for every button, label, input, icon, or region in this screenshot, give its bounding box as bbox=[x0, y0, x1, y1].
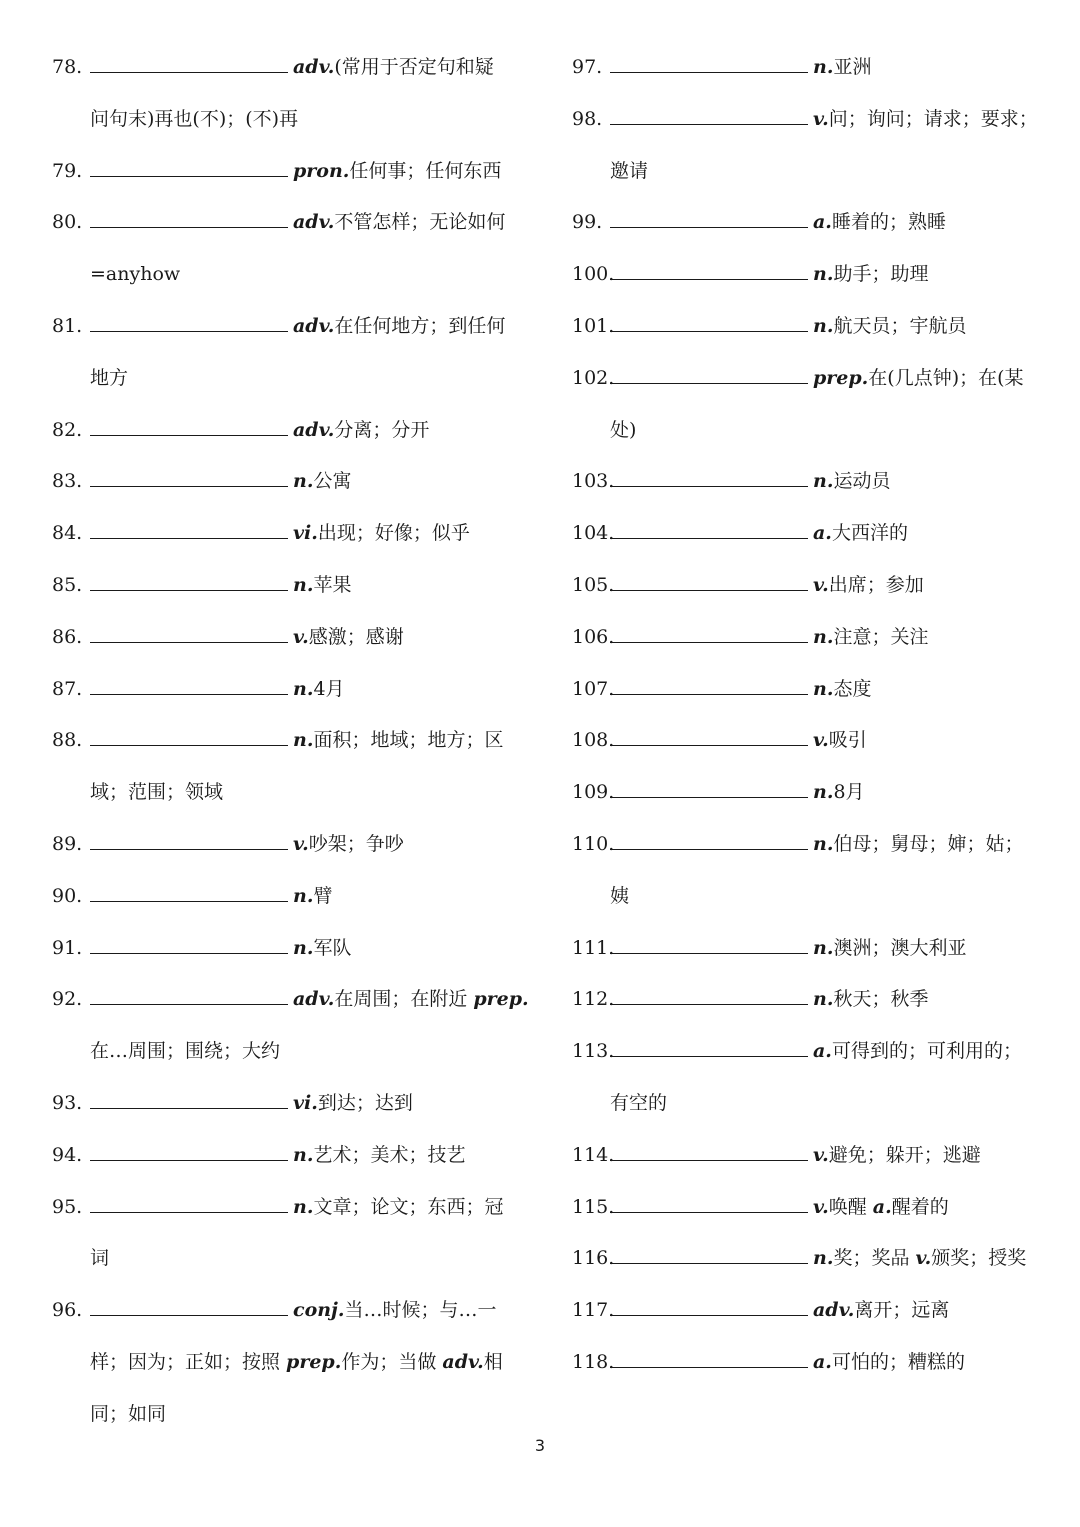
answer-blank[interactable] bbox=[90, 984, 288, 1005]
vocab-entry-111 bbox=[572, 923, 1042, 975]
definition-continued: 在…周围；围绕；大约 bbox=[90, 1040, 281, 1063]
vocab-entry-118 bbox=[572, 1337, 1042, 1389]
definition: 4月 bbox=[313, 677, 345, 700]
definition: 不管怎样；无论如何 bbox=[334, 211, 506, 234]
vocab-entry-88 bbox=[52, 715, 512, 819]
part-of-speech: n. bbox=[813, 263, 834, 286]
definition: 澳洲；澳大利亚 bbox=[833, 936, 967, 959]
entry-number: 117. bbox=[572, 1299, 615, 1322]
vocab-entry-113 bbox=[572, 1026, 1042, 1130]
definition: 出现；好像；似乎 bbox=[317, 522, 470, 545]
definition-continued bbox=[52, 1337, 512, 1389]
part-of-speech: v. bbox=[915, 1247, 932, 1270]
vocab-entry-90 bbox=[52, 871, 512, 923]
definition: 大西洋的 bbox=[831, 522, 908, 545]
definition: 在任何地方；到任何 bbox=[334, 314, 506, 337]
definition: 8月 bbox=[833, 781, 865, 804]
entry-number: 99. bbox=[572, 211, 603, 234]
vocab-entry-97 bbox=[572, 42, 1042, 94]
vocab-entry-105 bbox=[572, 560, 1042, 612]
vocab-entry-84 bbox=[52, 508, 512, 560]
part-of-speech: n. bbox=[293, 936, 314, 959]
definition: (常用于否定句和疑 bbox=[334, 56, 494, 78]
definition: 吵架；争吵 bbox=[308, 832, 404, 855]
definition-continued: 邀请 bbox=[610, 159, 649, 182]
definition: 航天员；宇航员 bbox=[833, 314, 967, 337]
answer-blank[interactable] bbox=[610, 104, 808, 125]
vocab-entry-98 bbox=[572, 94, 1042, 198]
vocab-entry-82 bbox=[52, 405, 512, 457]
part-of-speech: prep. bbox=[813, 366, 869, 389]
answer-blank[interactable] bbox=[610, 777, 808, 798]
answer-blank[interactable] bbox=[610, 207, 808, 228]
definition: 到达；达到 bbox=[317, 1091, 413, 1114]
answer-blank[interactable] bbox=[90, 415, 288, 436]
part-of-speech: n. bbox=[293, 884, 314, 907]
definition: 臂 bbox=[313, 884, 333, 907]
answer-blank[interactable] bbox=[610, 363, 808, 384]
answer-blank[interactable] bbox=[90, 156, 288, 177]
entry-number: 100. bbox=[572, 263, 615, 286]
vocab-entry-95 bbox=[52, 1182, 512, 1286]
entry-number: 80. bbox=[52, 211, 83, 234]
definition: 秋天；秋季 bbox=[833, 988, 929, 1011]
definition: 在(几点钟)；在(某 bbox=[868, 366, 1024, 389]
answer-blank[interactable] bbox=[610, 518, 808, 539]
vocab-entry-107 bbox=[572, 664, 1042, 716]
definition-continued: 问句末)再也(不)；(不)再 bbox=[90, 107, 299, 130]
part-of-speech: v. bbox=[813, 1143, 829, 1166]
answer-blank[interactable] bbox=[90, 881, 288, 902]
entry-number: 111. bbox=[572, 936, 615, 959]
definition: 助手；助理 bbox=[833, 263, 929, 286]
entry-number: 112. bbox=[572, 988, 615, 1011]
definition: 运动员 bbox=[833, 470, 891, 493]
definition: 分离；分开 bbox=[334, 418, 430, 441]
definition: 吸引 bbox=[828, 729, 867, 752]
vocab-entry-92 bbox=[52, 974, 529, 1078]
part-of-speech: pron. bbox=[293, 159, 350, 182]
entry-number: 94. bbox=[52, 1143, 83, 1166]
entry-number: 115. bbox=[572, 1195, 615, 1218]
answer-blank[interactable] bbox=[90, 311, 288, 332]
definition: 注意；关注 bbox=[833, 625, 929, 648]
entry-number: 114. bbox=[572, 1143, 615, 1166]
part-of-speech: a. bbox=[813, 211, 832, 234]
entry-number: 87. bbox=[52, 677, 83, 700]
part-of-speech: n. bbox=[813, 470, 834, 493]
definition-continued: 同；如同 bbox=[90, 1402, 167, 1425]
right-column bbox=[572, 42, 1042, 1389]
definition: 睡着的；熟睡 bbox=[831, 211, 946, 234]
definition: 问；询问；请求；要求； bbox=[828, 107, 1038, 130]
part-of-speech: a. bbox=[872, 1195, 892, 1218]
entry-number: 86. bbox=[52, 625, 83, 648]
answer-blank[interactable] bbox=[610, 622, 808, 643]
part-of-speech: n. bbox=[813, 1247, 834, 1270]
entry-number: 84. bbox=[52, 522, 83, 545]
entry-number: 88. bbox=[52, 729, 83, 752]
vocab-entry-85 bbox=[52, 560, 512, 612]
entry-number: 103. bbox=[572, 470, 615, 493]
answer-blank[interactable] bbox=[610, 1140, 808, 1161]
part-of-speech: n. bbox=[293, 470, 314, 493]
answer-blank[interactable] bbox=[610, 52, 808, 73]
answer-blank[interactable] bbox=[610, 1347, 808, 1368]
answer-blank[interactable] bbox=[610, 1036, 808, 1057]
answer-blank[interactable] bbox=[610, 725, 808, 746]
definition-continued: 地方 bbox=[90, 366, 129, 389]
answer-blank[interactable] bbox=[90, 466, 288, 487]
entry-number: 90. bbox=[52, 884, 83, 907]
part-of-speech: v. bbox=[293, 625, 309, 648]
part-of-speech: a. bbox=[813, 522, 832, 545]
definition: 任何事；任何东西 bbox=[349, 159, 502, 182]
definition: 醒着的 bbox=[891, 1195, 949, 1218]
part-of-speech: conj. bbox=[293, 1299, 345, 1322]
part-of-speech: n. bbox=[813, 314, 834, 337]
part-of-speech: n. bbox=[813, 677, 834, 700]
definition: 可得到的；可利用的； bbox=[831, 1040, 1022, 1063]
part-of-speech: vi. bbox=[293, 522, 318, 545]
answer-blank[interactable] bbox=[90, 933, 288, 954]
vocab-entry-86 bbox=[52, 612, 512, 664]
left-column bbox=[52, 42, 529, 1441]
definition: 样；因为；正如；按照 bbox=[90, 1350, 287, 1373]
answer-blank[interactable] bbox=[90, 52, 288, 73]
answer-blank[interactable] bbox=[610, 674, 808, 695]
part-of-speech: v. bbox=[293, 832, 309, 855]
vocab-entry-79 bbox=[52, 146, 512, 198]
definition: 苹果 bbox=[313, 573, 352, 596]
part-of-speech: n. bbox=[293, 573, 314, 596]
vocab-entry-101 bbox=[572, 301, 1042, 353]
part-of-speech: v. bbox=[813, 1195, 829, 1218]
answer-blank[interactable] bbox=[90, 518, 288, 539]
part-of-speech: n. bbox=[813, 832, 834, 855]
entry-number: 96. bbox=[52, 1299, 83, 1322]
definition: 伯母；舅母；婶；姑； bbox=[833, 832, 1024, 855]
part-of-speech: adv. bbox=[442, 1350, 484, 1373]
part-of-speech: adv. bbox=[293, 314, 335, 337]
definition: 相 bbox=[483, 1350, 503, 1373]
part-of-speech: n. bbox=[293, 1195, 314, 1218]
answer-blank[interactable] bbox=[90, 1088, 288, 1109]
entry-number: 82. bbox=[52, 418, 83, 441]
vocab-entry-117 bbox=[572, 1285, 1042, 1337]
entry-number: 83. bbox=[52, 470, 83, 493]
definition: 奖；奖品 bbox=[833, 1247, 916, 1270]
page-number: 3 bbox=[534, 1436, 546, 1455]
definition: 军队 bbox=[313, 936, 352, 959]
answer-blank[interactable] bbox=[90, 1140, 288, 1161]
entry-number: 98. bbox=[572, 107, 603, 130]
part-of-speech: prep. bbox=[473, 988, 529, 1011]
vocab-entry-87 bbox=[52, 664, 512, 716]
vocab-entry-116 bbox=[572, 1233, 1042, 1285]
vocab-entry-78 bbox=[52, 42, 512, 146]
vocab-entry-106 bbox=[572, 612, 1042, 664]
part-of-speech: n. bbox=[293, 677, 314, 700]
definition: 在周围；在附近 bbox=[334, 988, 474, 1011]
part-of-speech: n. bbox=[813, 936, 834, 959]
answer-blank[interactable] bbox=[90, 207, 288, 228]
part-of-speech: a. bbox=[813, 1040, 832, 1063]
definition-continued: =anyhow bbox=[90, 263, 181, 286]
vocab-entry-96 bbox=[52, 1285, 512, 1440]
vocab-entry-104 bbox=[572, 508, 1042, 560]
part-of-speech: v. bbox=[813, 573, 829, 596]
definition-continued: 处) bbox=[610, 418, 637, 441]
definition: 出席；参加 bbox=[828, 573, 924, 596]
part-of-speech: adv. bbox=[293, 56, 335, 78]
part-of-speech: n. bbox=[813, 781, 834, 804]
answer-blank[interactable] bbox=[90, 1192, 288, 1213]
vocab-entry-93 bbox=[52, 1078, 512, 1130]
definition: 可怕的；糟糕的 bbox=[831, 1350, 965, 1373]
definition-continued: 姨 bbox=[610, 884, 630, 907]
answer-blank[interactable] bbox=[610, 466, 808, 487]
entry-number: 105. bbox=[572, 573, 615, 596]
answer-blank[interactable] bbox=[610, 1295, 808, 1316]
part-of-speech: n. bbox=[813, 56, 834, 78]
entry-number: 91. bbox=[52, 936, 83, 959]
vocab-entry-80 bbox=[52, 197, 512, 301]
entry-number: 109. bbox=[572, 781, 615, 804]
definition: 面积；地域；地方；区 bbox=[313, 729, 504, 752]
entry-number: 116. bbox=[572, 1247, 615, 1270]
answer-blank[interactable] bbox=[610, 259, 808, 280]
definition: 唤醒 bbox=[828, 1195, 873, 1218]
definition-continued: 域；范围；领域 bbox=[90, 781, 224, 804]
entry-number: 85. bbox=[52, 573, 83, 596]
entry-number: 107. bbox=[572, 677, 615, 700]
part-of-speech: adv. bbox=[293, 211, 335, 234]
definition: 感激；感谢 bbox=[308, 625, 404, 648]
definition: 当…时候；与…一 bbox=[344, 1299, 497, 1322]
entry-number: 102. bbox=[572, 366, 615, 389]
entry-number: 92. bbox=[52, 988, 83, 1011]
vocab-entry-81 bbox=[52, 301, 512, 405]
answer-blank[interactable] bbox=[610, 984, 808, 1005]
vocab-entry-114 bbox=[572, 1130, 1042, 1182]
definition: 颁奖；授奖 bbox=[931, 1247, 1027, 1270]
vocab-entry-103 bbox=[572, 456, 1042, 508]
part-of-speech: adv. bbox=[813, 1299, 855, 1322]
entry-number: 78. bbox=[52, 56, 83, 78]
vocab-entry-100 bbox=[572, 249, 1042, 301]
part-of-speech: a. bbox=[813, 1350, 832, 1373]
part-of-speech: n. bbox=[813, 988, 834, 1011]
answer-blank[interactable] bbox=[610, 933, 808, 954]
entry-number: 101. bbox=[572, 314, 615, 337]
answer-blank[interactable] bbox=[90, 570, 288, 591]
answer-blank[interactable] bbox=[610, 311, 808, 332]
part-of-speech: adv. bbox=[293, 988, 335, 1011]
entry-number: 81. bbox=[52, 314, 83, 337]
vocab-entry-91 bbox=[52, 923, 512, 975]
answer-blank[interactable] bbox=[610, 1243, 808, 1264]
answer-blank[interactable] bbox=[90, 674, 288, 695]
answer-blank[interactable] bbox=[90, 725, 288, 746]
part-of-speech: v. bbox=[813, 107, 829, 130]
answer-blank[interactable] bbox=[90, 622, 288, 643]
vocab-entry-109 bbox=[572, 767, 1042, 819]
vocab-entry-108 bbox=[572, 715, 1042, 767]
vocab-entry-99 bbox=[572, 197, 1042, 249]
part-of-speech: v. bbox=[813, 729, 829, 752]
definition: 避免；躲开；逃避 bbox=[828, 1143, 981, 1166]
part-of-speech: n. bbox=[813, 625, 834, 648]
entry-number: 93. bbox=[52, 1091, 83, 1114]
vocab-entry-83 bbox=[52, 456, 512, 508]
vocab-entry-110 bbox=[572, 819, 1042, 923]
answer-blank[interactable] bbox=[610, 570, 808, 591]
definition: 态度 bbox=[833, 677, 872, 700]
entry-number: 118. bbox=[572, 1350, 615, 1373]
part-of-speech: adv. bbox=[293, 418, 335, 441]
entry-number: 104. bbox=[572, 522, 615, 545]
vocab-entry-89 bbox=[52, 819, 512, 871]
vocab-entry-112 bbox=[572, 974, 1042, 1026]
entry-number: 89. bbox=[52, 832, 83, 855]
part-of-speech: vi. bbox=[293, 1091, 318, 1114]
answer-blank[interactable] bbox=[610, 1192, 808, 1213]
definition: 艺术；美术；技艺 bbox=[313, 1143, 466, 1166]
definition-continued: 词 bbox=[90, 1247, 110, 1270]
vocab-entry-102 bbox=[572, 353, 1042, 457]
answer-blank[interactable] bbox=[90, 1295, 288, 1316]
definition: 离开；远离 bbox=[854, 1299, 950, 1322]
definition: 文章；论文；东西；冠 bbox=[313, 1195, 504, 1218]
entry-number: 95. bbox=[52, 1195, 83, 1218]
part-of-speech: n. bbox=[293, 729, 314, 752]
answer-blank[interactable] bbox=[610, 829, 808, 850]
definition: 亚洲 bbox=[833, 56, 872, 78]
definition: 公寓 bbox=[313, 470, 352, 493]
entry-number: 97. bbox=[572, 56, 603, 78]
entry-number: 108. bbox=[572, 729, 615, 752]
entry-number: 113. bbox=[572, 1040, 615, 1063]
entry-number: 79. bbox=[52, 159, 83, 182]
part-of-speech: n. bbox=[293, 1143, 314, 1166]
entry-number: 106. bbox=[572, 625, 615, 648]
vocab-entry-115 bbox=[572, 1182, 1042, 1234]
answer-blank[interactable] bbox=[90, 829, 288, 850]
part-of-speech: prep. bbox=[286, 1350, 342, 1373]
vocab-entry-94 bbox=[52, 1130, 512, 1182]
entry-number: 110. bbox=[572, 832, 615, 855]
definition: 作为；当做 bbox=[341, 1350, 443, 1373]
definition-continued: 有空的 bbox=[610, 1091, 668, 1114]
